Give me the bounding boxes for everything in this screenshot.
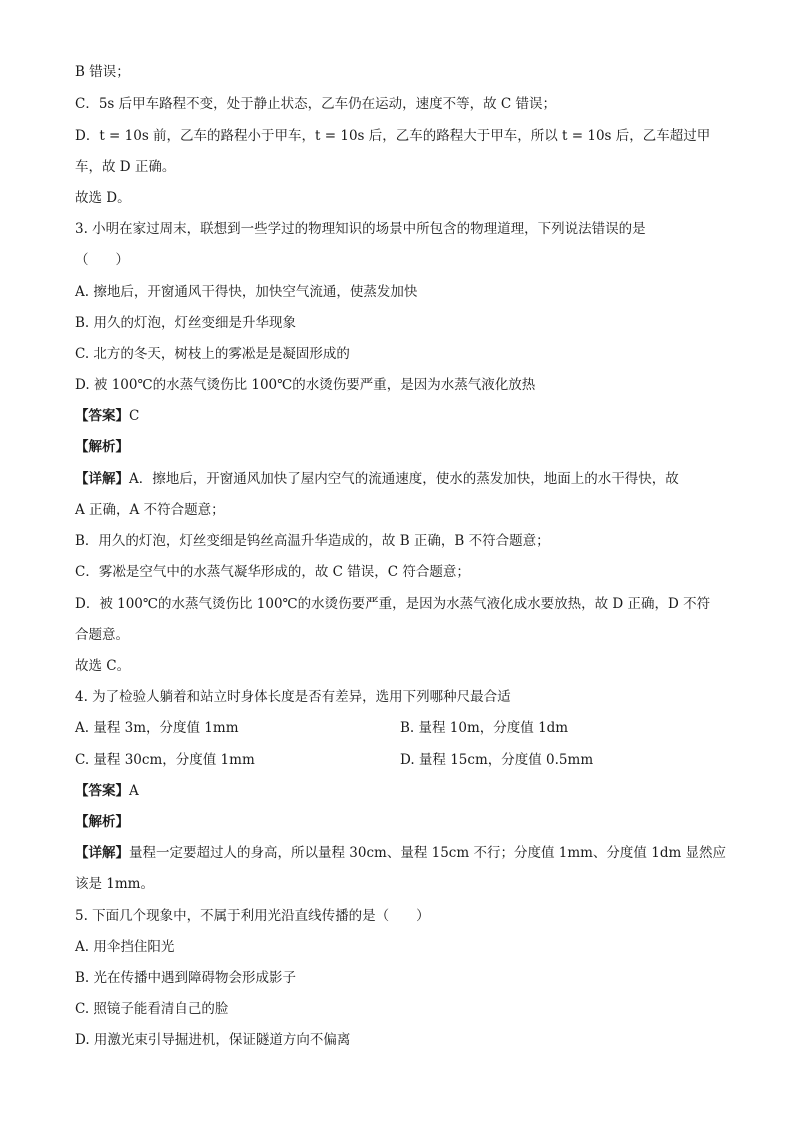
- option-c: C. 照镜子能看清自己的脸: [75, 1001, 229, 1017]
- detail-text: 量程一定要超过人的身高，所以量程 30cm、量程 15cm 不行；分度值 1mm、分度值 1dm 显然应: [129, 845, 727, 861]
- option-a: A. 擦地后，开窗通风干得快，加快空气流通，使蒸发加快: [75, 284, 418, 300]
- option-b: B. 光在传播中遇到障碍物会形成影子: [75, 970, 297, 986]
- answer-line: [75, 406, 139, 426]
- text-line: D．t = 10s 前，乙车的路程小于甲车，t = 10s 后，乙车的路程大于甲车，所以 t = 10s 后，乙车超过甲: [75, 128, 711, 144]
- question-3-blank: （ ）: [75, 252, 129, 268]
- detail-text: A．擦地后，开窗通风加快了屋内空气的流通速度，使水的蒸发加快，地面上的水干得快，故: [129, 471, 679, 487]
- option-c: C. 量程 30cm，分度值 1mm: [75, 752, 255, 768]
- detail-tag: 【详解】: [75, 845, 129, 861]
- detail-tag: 【详解】: [75, 471, 129, 487]
- text-line: A 正确，A 不符合题意；: [75, 502, 225, 518]
- answer-value: C: [129, 408, 140, 424]
- text-line: C．5s 后甲车路程不变，处于静止状态，乙车仍在运动，速度不等，故 C 错误；: [75, 96, 557, 112]
- question-3-stem: 3. 小明在家过周末，联想到一些学过的物理知识的场景中所包含的物理道理，下列说法错误的是: [75, 221, 646, 237]
- analysis-tag: 【解析】: [75, 814, 129, 830]
- option-b: B. 用久的灯泡，灯丝变细是升华现象: [75, 315, 297, 331]
- option-d: D. 量程 15cm，分度值 0.5mm: [400, 752, 594, 768]
- answer-line: [75, 781, 139, 801]
- text-line: C．雾凇是空气中的水蒸气凝华形成的，故 C 错误，C 符合题意；: [75, 564, 470, 580]
- text-line: 该是 1mm。: [75, 876, 154, 892]
- text-line: D．被 100℃的水蒸气烫伤比 100℃的水烫伤要严重，是因为水蒸气液化成水要放热，故 D 正确，D 不符: [75, 596, 711, 612]
- detail-line: [75, 469, 679, 489]
- answer-value: A: [129, 783, 139, 799]
- option-a: A. 用伞挡住阳光: [75, 939, 175, 955]
- answer-tag: 【答案】: [75, 783, 129, 799]
- text-line: 故选 C。: [75, 658, 131, 674]
- text-line: B．用久的灯泡，灯丝变细是钨丝高温升华造成的，故 B 正确，B 不符合题意；: [75, 533, 550, 549]
- text-line: 合题意。: [75, 627, 129, 643]
- option-a: A. 量程 3m，分度值 1mm: [75, 720, 239, 736]
- text-line: 车，故 D 正确。: [75, 159, 176, 175]
- text-line: B 错误；: [75, 64, 130, 80]
- option-b: B. 量程 10m，分度值 1dm: [400, 720, 569, 736]
- answer-tag: 【答案】: [75, 408, 129, 424]
- question-4-stem: 4. 为了检验人躺着和站立时身体长度是否有差异，选用下列哪种尺最合适: [75, 689, 511, 705]
- option-d: D. 被 100℃的水蒸气烫伤比 100℃的水烫伤要严重，是因为水蒸气液化放热: [75, 377, 536, 393]
- text-line: 故选 D。: [75, 190, 131, 206]
- option-c: C. 北方的冬天，树枝上的雾凇是是凝固形成的: [75, 346, 350, 362]
- detail-line: [75, 843, 726, 863]
- question-5-stem: 5. 下面几个现象中，不属于利用光沿直线传播的是（ ）: [75, 908, 430, 924]
- option-d: D. 用激光束引导掘进机，保证隧道方向不偏离: [75, 1032, 351, 1048]
- analysis-tag: 【解析】: [75, 439, 129, 455]
